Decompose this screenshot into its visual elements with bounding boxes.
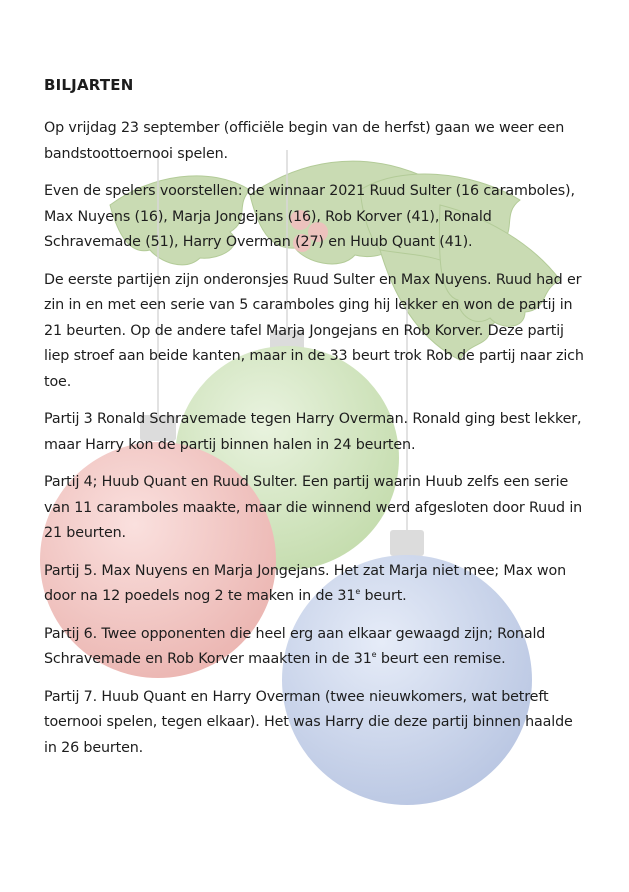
paragraph-first-games: De eerste partijen zijn onderonsjes Ruud Sulter en Max Nuyens. Ruud had er zin in en met een serie van 5 caramboles ging hij lekker en won de partij in 21 beurten. Op de andere tafel Marja Jongejans en Rob Korver. Deze partij liep stroef aan beide kanten, maar in de 33 beurt trok Rob de partij naar zich toe. [44,271,584,390]
ordinal-suffix: e [355,587,361,596]
ordinal-suffix: e [371,650,377,659]
paragraph-game-6 [44,622,589,673]
paragraph-players: Even de spelers voorstellen: de winnaar 2021 Ruud Sulter (16 caramboles), Max Nuyens (16), Marja Jongejans (16), Rob Korver (41), Ronald Schravemade (51), Harry Overman (27) en Huub Quant (41). [44,183,575,250]
paragraph-intro: Op vrijdag 23 september (officiële begin van de herfst) gaan we weer een bandstoottoernooi spelen. [44,120,565,162]
article-title: BILJARTEN [44,76,134,94]
paragraph-game-5 [44,559,589,610]
paragraph-game-5-text: Partij 5. Max Nuyens en Marja Jongejans. Het zat Marja niet mee; Max won door na 12 poedels nog 2 te maken in de 31 [44,562,566,604]
paragraph-game-5-end: beurt. [360,588,407,604]
article [44,76,589,773]
paragraph-game-6-end: beurt een remise. [376,651,506,667]
paragraph-game-7: Partij 7. Huub Quant en Harry Overman (twee nieuwkomers, wat betreft toernooi spelen, tegen elkaar). Het was Harry die deze partij binnen haalde in 26 beurten. [44,688,573,756]
paragraph-game-6-text: Partij 6. Twee opponenten die heel erg aan elkaar gewaagd zijn; Ronald Schravemade en Rob Korver maakten in de 31 [44,625,546,667]
paragraph-game-3: Partij 3 Ronald Schravemade tegen Harry Overman. Ronald ging best lekker, maar Harry kon de partij binnen halen in 24 beurten. [44,411,582,453]
paragraph-game-4: Partij 4; Huub Quant en Ruud Sulter. Een partij waarin Huub zelfs een serie van 11 caramboles maakte, maar die winnend werd afgesloten door Ruud in 21 beurten. [44,474,583,541]
